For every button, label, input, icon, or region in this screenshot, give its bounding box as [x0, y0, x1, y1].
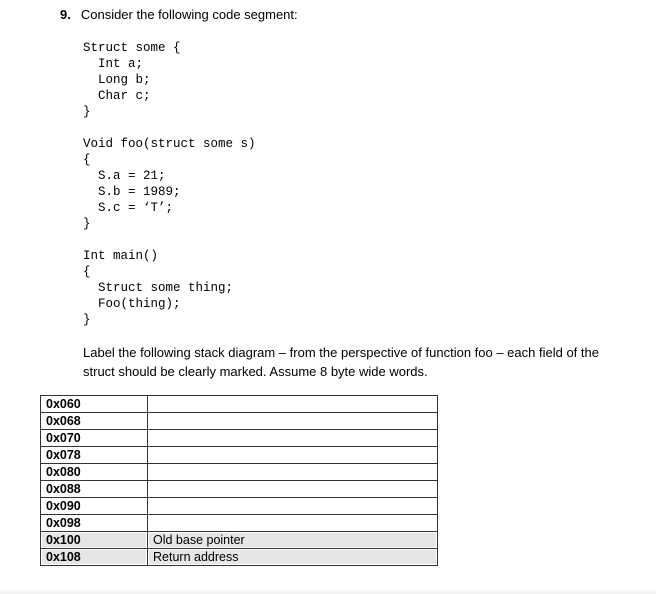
stack-address: 0x070 — [41, 430, 148, 447]
stack-address: 0x078 — [41, 447, 148, 464]
code-block-main — [83, 248, 233, 328]
stack-row — [41, 413, 438, 430]
stack-address: 0x108 — [41, 549, 148, 566]
stack-slot-return-address: Return address — [148, 549, 438, 566]
stack-slot-old-base-pointer: Old base pointer — [148, 532, 438, 549]
code-line: Char c; — [83, 89, 151, 103]
code-line: Int a; — [83, 57, 144, 71]
question-prompt: Consider the following code segment: — [80, 7, 298, 22]
stack-slot[interactable] — [148, 464, 438, 481]
code-line: } — [83, 217, 91, 231]
stack-row — [41, 481, 438, 498]
stack-slot[interactable] — [148, 498, 438, 515]
stack-slot[interactable] — [148, 481, 438, 498]
stack-row — [41, 396, 438, 413]
stack-diagram-table — [40, 395, 438, 566]
stack-address: 0x088 — [41, 481, 148, 498]
code-line: S.a = 21; — [83, 169, 166, 183]
code-line: { — [83, 153, 91, 167]
stack-address: 0x060 — [41, 396, 148, 413]
page-bottom-edge — [0, 588, 656, 594]
stack-slot[interactable] — [148, 515, 438, 532]
stack-slot[interactable] — [148, 447, 438, 464]
stack-row-return-address — [41, 549, 438, 566]
code-block-struct — [83, 40, 181, 120]
stack-slot[interactable] — [148, 396, 438, 413]
instructions-text: Label the following stack diagram – from the perspective of function foo – each field of the struct should be clearly marked. Assume 8 byte wide words. — [83, 345, 599, 379]
stack-row-old-base-pointer — [41, 532, 438, 549]
code-line: Long b; — [83, 73, 151, 87]
stack-row — [41, 447, 438, 464]
code-line: S.b = 1989; — [83, 185, 181, 199]
stack-row — [41, 498, 438, 515]
code-line: } — [83, 313, 91, 327]
code-line: Struct some thing; — [83, 281, 234, 295]
code-line: { — [83, 265, 91, 279]
code-line: } — [83, 105, 91, 119]
stack-address: 0x090 — [41, 498, 148, 515]
code-line: Void foo(struct some s) — [83, 137, 256, 151]
stack-row — [41, 515, 438, 532]
stack-address: 0x080 — [41, 464, 148, 481]
stack-row — [41, 464, 438, 481]
stack-slot[interactable] — [148, 430, 438, 447]
question-heading — [60, 7, 298, 22]
code-line: Struct some { — [83, 41, 181, 55]
code-line: S.c = ‘T’; — [83, 201, 174, 215]
stack-address: 0x100 — [41, 532, 148, 549]
question-number: 9. — [60, 7, 71, 22]
stack-row — [41, 430, 438, 447]
stack-address: 0x068 — [41, 413, 148, 430]
code-line: Foo(thing); — [83, 297, 181, 311]
stack-address: 0x098 — [41, 515, 148, 532]
code-block-foo — [83, 136, 256, 232]
code-line: Int main() — [83, 249, 159, 263]
stack-slot[interactable] — [148, 413, 438, 430]
